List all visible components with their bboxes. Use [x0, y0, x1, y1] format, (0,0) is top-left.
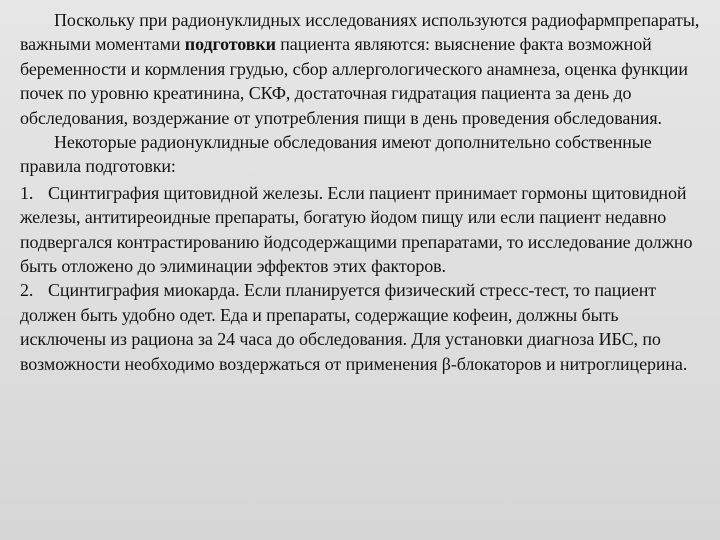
list-item-text: Сцинтиграфия щитовидной железы. Если пациент принимает гормоны щитовидной железы, антитиреоидные препараты, богатую йодом пищу или если пациент недавно подвергался контрастированию йодсодержащими препаратами, то исследование должно быть отложено до элиминации эффектов этих факторов.: [20, 182, 693, 277]
paragraph-special-rules: Некоторые радионуклидные обследования имеют дополнительно собственные правила подготовки:: [20, 132, 652, 177]
list-item-myocardium: [20, 278, 708, 376]
bold-term-preparation: подготовки: [184, 34, 276, 55]
list-item-number: 1.: [20, 182, 34, 203]
paragraph-preparation: [20, 8, 708, 130]
list-item-number: 2.: [20, 280, 34, 301]
text-body: [20, 8, 708, 376]
list-item-text: Сцинтиграфия миокарда. Если планируется физический стресс-тест, то пациент должен быть удобно одет. Еда и препараты, содержащие кофеин, должны быть исключены из рациона за 24 часа до обследования. Для установки диагноза ИБС, по возможности необходимо воздержаться от применения β-блокаторов и нитроглицерина.: [20, 280, 688, 374]
list-item-thyroid: [20, 181, 708, 279]
paragraph-preparation-end: пациента являются: выяснение факта возможной беременности и кормления грудью, сбор аллергологического анамнеза, оценка функции почек по уровню креатинина, СКФ, достаточная гидратация пациента за день до обследования, воздержание от употребления пищи в день проведения обследования.: [20, 34, 688, 128]
paragraph-preparation-start: Поскольку при радионуклидных исследованиях используются радиофармпрепараты, важными моментами: [20, 10, 700, 55]
